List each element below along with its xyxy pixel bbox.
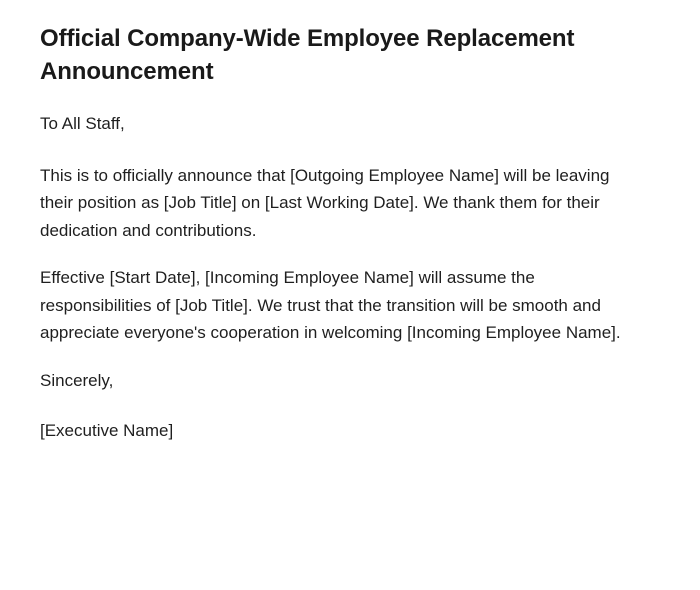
body-paragraph-2: Effective [Start Date], [Incoming Employee Name] will assume the responsibilities of [Job Title]. We trust that the transition will be smooth and appreciate everyone's cooperation in welcoming [Incoming Employee Name]. [40,268,621,343]
signoff-text: Sincerely, [40,370,114,390]
page-title: Official Company-Wide Employee Replacement Announcement [40,25,575,86]
signature-text: [Executive Name] [40,421,174,441]
body-paragraph-1: This is to officially announce that [Outgoing Employee Name] will be leaving their position as [Job Title] on [Last Working Date]. We thank them for their dedication and contributions. [40,165,610,240]
salutation-text: To All Staff, [40,114,125,134]
